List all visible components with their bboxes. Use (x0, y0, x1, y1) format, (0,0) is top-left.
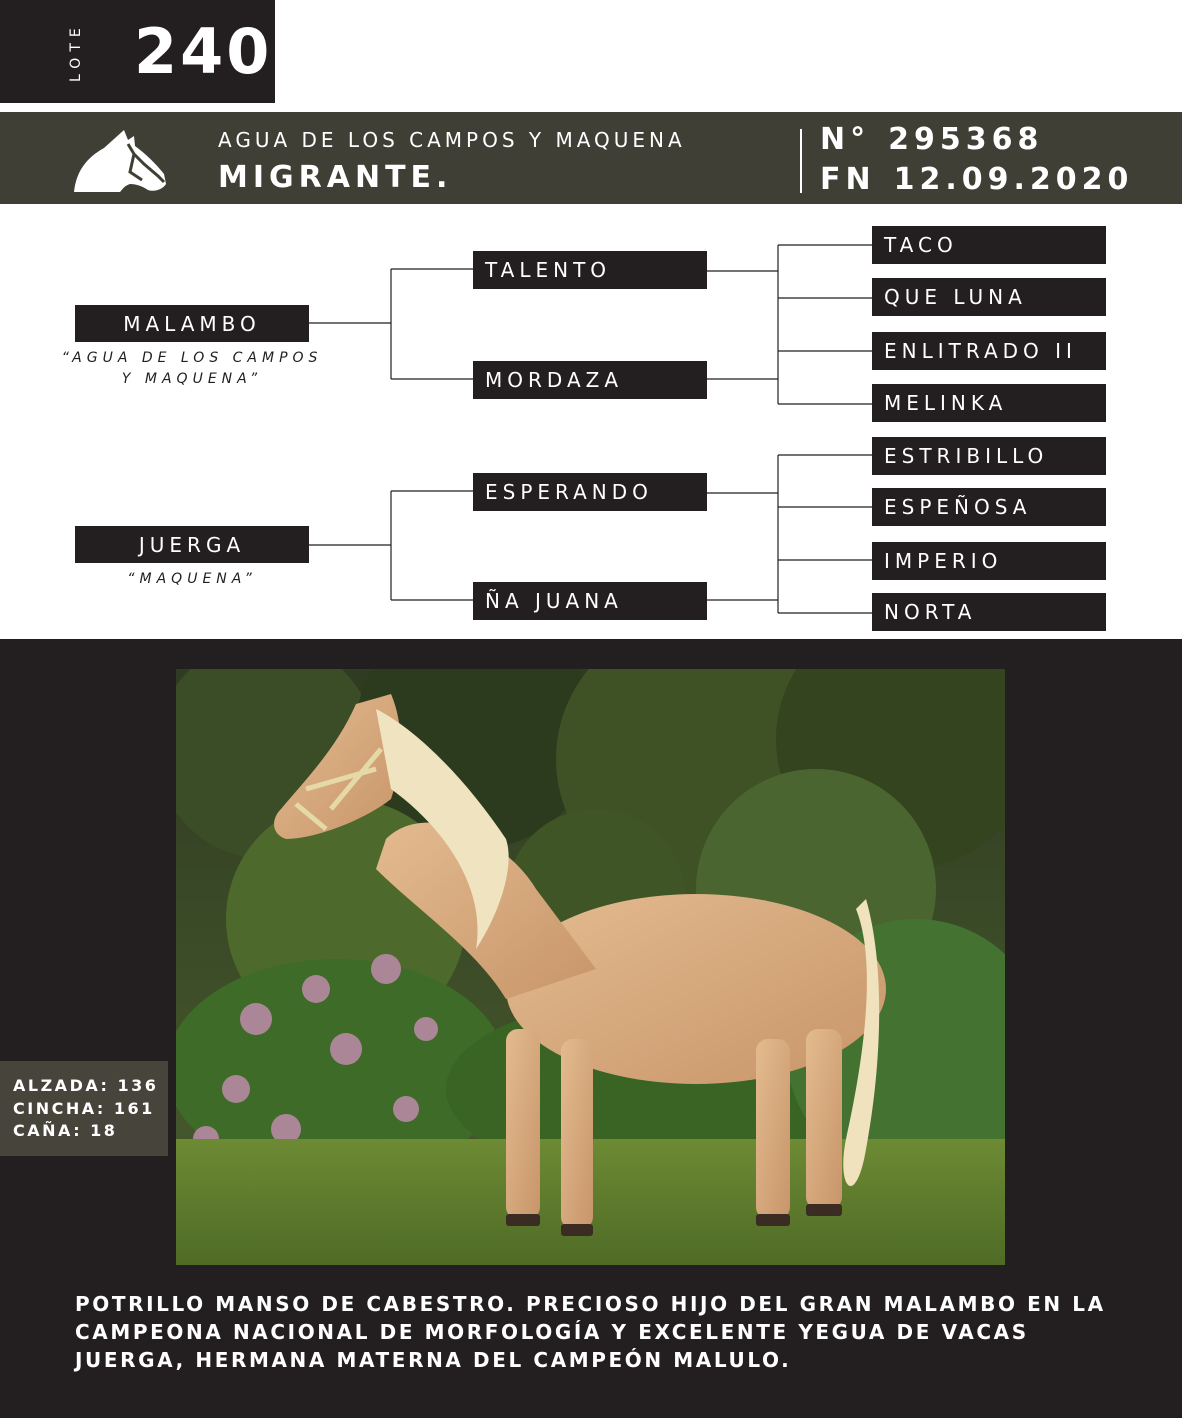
gen3-name: QUE LUNA (884, 285, 1027, 309)
reg-value: 295368 (888, 122, 1044, 157)
sire-name: MALAMBO (123, 311, 261, 336)
dam-dam-name: ÑA JUANA (485, 589, 623, 613)
lot-description: POTRILLO MANSO DE CABESTRO. PRECIOSO HIJO DEL GRAN MALAMBO EN LA CAMPEONA NACIONAL DE MORFOLOGÍA Y EXCELENTE YEGUA DE VACAS JUERGA, HERMANA MATERNA DEL CAMPEÓN MALULO. (75, 1292, 1106, 1372)
gen3-name: MELINKA (884, 391, 1008, 415)
gen3-box-5 (872, 437, 1106, 475)
gen3-box-7 (872, 542, 1106, 580)
fn-value: 12.09.2020 (893, 162, 1134, 197)
dam-sire-name: ESPERANDO (485, 480, 653, 504)
dam-box (75, 526, 309, 563)
measure-cincha: CINCHA: 161 (13, 1098, 155, 1118)
gen3-name: ESTRIBILLO (884, 444, 1049, 468)
gen3-box-6 (872, 488, 1106, 526)
sire-dam-box (473, 361, 707, 399)
sire-sire-name: TALENTO (485, 258, 612, 282)
gen3-name: NORTA (884, 600, 977, 624)
dam-sire-box (473, 473, 707, 511)
measurements-box (0, 1061, 168, 1156)
breeder-name: AGUA DE LOS CAMPOS Y MAQUENA (218, 128, 686, 152)
reg-label: N° (820, 122, 871, 157)
dam-breeder-note: “MAQUENA” (127, 571, 257, 587)
dam-dam-box (473, 582, 707, 620)
lot-label: LOTE (68, 22, 84, 82)
fn-label: FN (820, 162, 876, 197)
measure-alzada: ALZADA: 136 (13, 1076, 159, 1095)
lot-number: 240 (134, 15, 273, 88)
gen3-box-3 (872, 332, 1106, 370)
sire-box (75, 305, 309, 342)
gen3-box-8 (872, 593, 1106, 631)
sire-sire-box (473, 251, 707, 289)
horse-photo (176, 669, 1005, 1265)
gen3-name: ESPEÑOSA (884, 495, 1032, 519)
gen3-name: ENLITRADO II (884, 339, 1077, 363)
gen3-box-4 (872, 384, 1106, 422)
measure-cana: CAÑA: 18 (13, 1121, 118, 1140)
gen3-name: TACO (884, 233, 958, 257)
gen3-box-1 (872, 226, 1106, 264)
horse-name: MIGRANTE. (218, 160, 453, 195)
sire-dam-name: MORDAZA (485, 368, 624, 392)
sire-breeder-note: “AGUA DE LOS CAMPOS Y MAQUENA” (61, 350, 323, 387)
gen3-box-2 (872, 278, 1106, 316)
horse-photo-illustration (176, 669, 1005, 1265)
dam-name: JUERGA (138, 532, 246, 557)
gen3-name: IMPERIO (884, 549, 1003, 573)
